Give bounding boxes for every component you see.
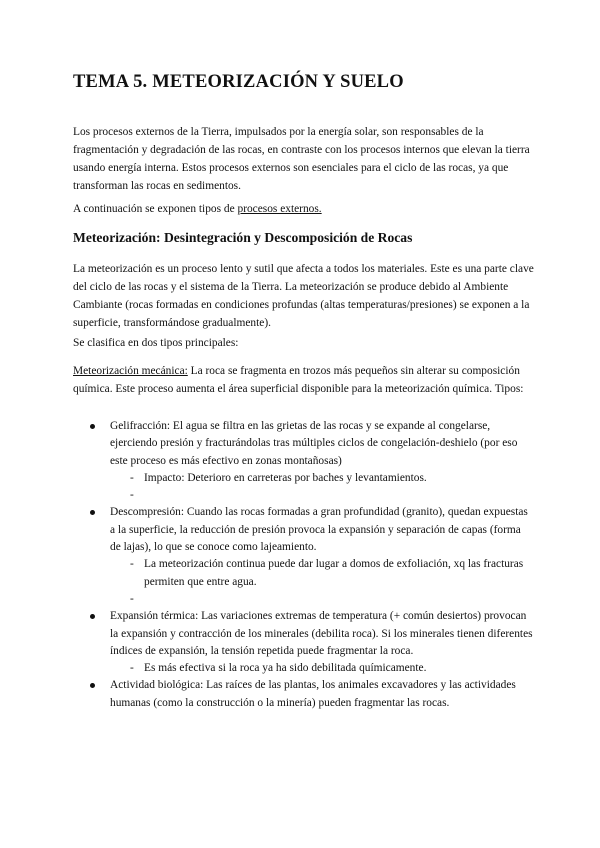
bullet-icon xyxy=(90,683,95,688)
list-item-text: Expansión térmica: Las variaciones extremas de temperatura (+ común desiertos) provocan la expansión y contracción de los minerales (debilita roca). Si los minerales tienen diferentes índices de expansión, la tensión repetida puede fragmentar la roca. xyxy=(110,610,533,657)
sub-list-item-empty xyxy=(110,591,533,608)
mechanical-label: Meteorización mecánica: xyxy=(73,365,188,377)
sub-list xyxy=(110,556,533,608)
list-item-actividad-biologica xyxy=(73,677,533,712)
intro-paragraph: Los procesos externos de la Tierra, impulsados por la energía solar, son responsables de la fragmentación y degradación de las rocas, en contraste con los procesos internos que elevan la tierra usando energía interna. Estos procesos externos son esenciales para el ciclo de las rocas, ya que transforman las rocas en sedimentos. xyxy=(73,126,530,192)
list-item-text: Gelifracción: El agua se filtra en las grietas de las rocas y se expande al congelarse, ejerciendo presión y fracturándolas tras múltiples ciclos de congelación-deshielo (por eso este proceso es más efectivo en zonas montañosas) xyxy=(110,420,518,467)
dash-icon: - xyxy=(130,471,134,484)
sub-list-item xyxy=(110,556,533,591)
list-item-expansion-termica xyxy=(73,608,533,677)
external-processes-link[interactable]: procesos externos. xyxy=(237,203,322,215)
classification-paragraph: Se clasifica en dos tipos principales: xyxy=(73,337,239,349)
bullet-icon xyxy=(90,424,95,429)
sub-list-item-empty xyxy=(110,487,533,504)
mechanical-text: La roca se fragmenta en trozos más pequeños sin alterar su composición química. Este proceso aumenta el área superficial disponible para la meteorización química. Tipos: xyxy=(73,365,524,395)
page-title: TEMA 5. METEORIZACIÓN Y SUELO xyxy=(73,72,404,92)
external-processes-paragraph xyxy=(73,200,535,218)
sub-list-item-text: La meteorización continua puede dar lugar a domos de exfoliación, xq las fracturas permiten que entre agua. xyxy=(144,558,524,588)
sub-list-item xyxy=(110,470,533,487)
dash-icon: - xyxy=(130,489,134,502)
dash-icon: - xyxy=(130,662,134,675)
sub-list-item-text: Impacto: Deterioro en carreteras por baches y levantamientos. xyxy=(144,471,427,484)
section-heading: Meteorización: Desintegración y Descomposición de Rocas xyxy=(73,230,413,245)
list-item-gelifraccion xyxy=(73,418,533,504)
bullet-icon xyxy=(90,510,95,515)
list-item-descompresion xyxy=(73,504,533,608)
mechanical-paragraph xyxy=(73,362,535,398)
dash-icon: - xyxy=(130,558,134,571)
bullet-icon xyxy=(90,614,95,619)
sub-list xyxy=(110,660,533,677)
weathering-types-list xyxy=(73,418,533,712)
list-item-text: Descompresión: Cuando las rocas formadas a gran profundidad (granito), quedan expuestas a la superficie, la reducción de presión provoca la expansión y separación de capas (forma de lajas), lo que se conoce como lajeamiento. xyxy=(110,506,528,554)
meteorization-intro-paragraph: La meteorización es un proceso lento y sutil que afecta a todos los materiales. Este es una parte clave del ciclo de las rocas y el sistema de la Tierra. La meteorización se produce debido al Ambiente Cambiante (rocas formadas en condiciones profundas (altas temperaturas/presiones) se exponen a la superficie, transformándose gradualmente). xyxy=(73,263,534,329)
sub-list xyxy=(110,470,533,505)
dash-icon: - xyxy=(130,592,134,605)
external-processes-prefix: A continuación se exponen tipos de xyxy=(73,203,238,215)
sub-list-item-text: Es más efectiva si la roca ya ha sido debilitada químicamente. xyxy=(144,662,427,675)
sub-list-item xyxy=(110,660,533,677)
list-item-text: Actividad biológica: Las raíces de las plantas, los animales excavadores y las actividades humanas (como la construcción o la minería) pueden fragmentar las rocas. xyxy=(110,679,516,709)
